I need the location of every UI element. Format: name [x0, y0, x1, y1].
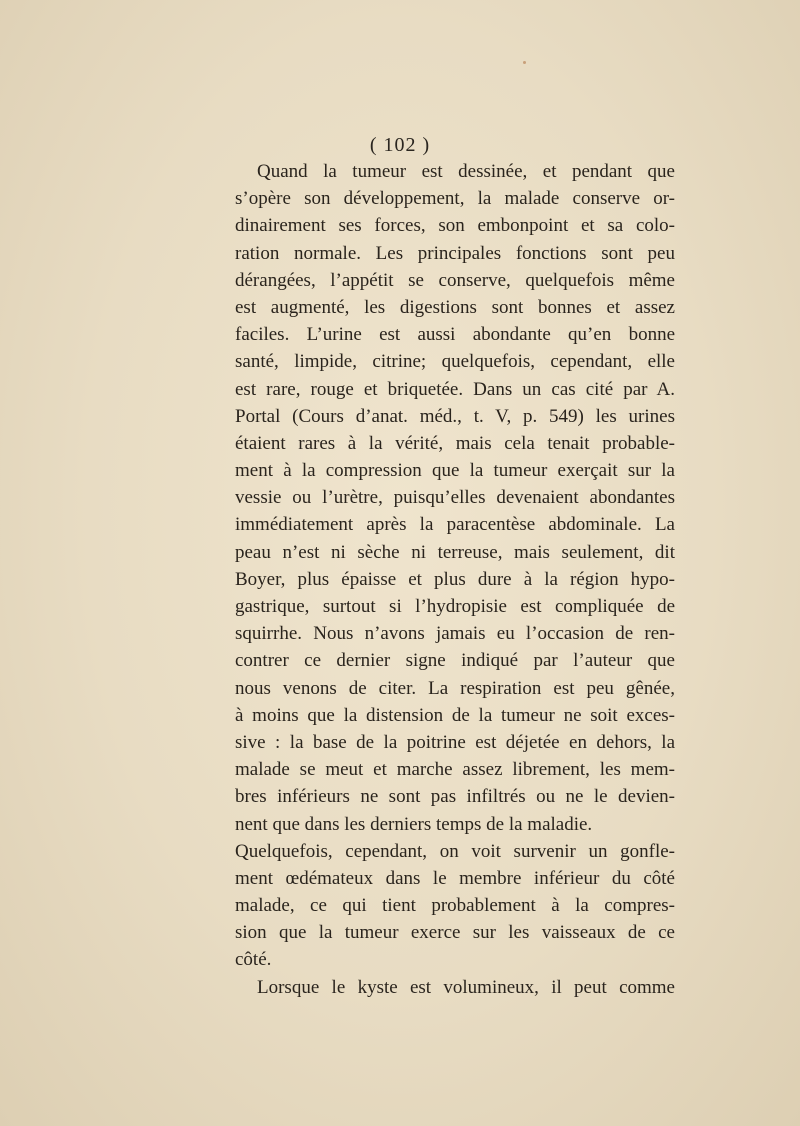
text-line: sive : la base de la poitrine est déjetée en dehors, la [235, 731, 675, 753]
text-line: côté. [235, 949, 272, 971]
text-line: Boyer, plus épaisse et plus dure à la région hypo- [235, 568, 675, 590]
text-line: nent que dans les derniers temps de la maladie. [235, 813, 593, 835]
text-line: Portal (Cours d’anat. méd., t. V, p. 549) les urines [235, 405, 675, 427]
text-line: Quand la tumeur est dessinée, et pendant que [257, 161, 675, 182]
text-line: ment à la compression que la tumeur exerçait sur la [235, 460, 675, 482]
page-number: ( 102 ) [369, 134, 431, 156]
text-line: Quelquefois, cependant, on voit survenir un gonfle- [235, 840, 675, 862]
text-line: bres inférieurs ne sont pas infiltrés ou ne le devien- [235, 786, 675, 808]
text-line: est augmenté, les digestions sont bonnes et assez [235, 296, 675, 318]
text-line: contrer ce dernier signe indiqué par l’auteur que [235, 650, 675, 672]
text-line: vessie ou l’urètre, puisqu’elles devenaient abondantes [235, 487, 675, 509]
text-line: ration normale. Les principales fonctions sont peu [235, 242, 675, 264]
text-line: s’opère son développement, la malade conserve or- [235, 188, 675, 210]
text-line: étaient rares à la vérité, mais cela tenait probable- [235, 432, 675, 454]
text-line: dinairement ses forces, son embonpoint et sa colo- [235, 215, 675, 237]
text-line: sion que la tumeur exerce sur les vaisseaux de ce [235, 922, 675, 944]
text-line: immédiatement après la paracentèse abdominale. La [235, 514, 675, 536]
text-line: peau n’est ni sèche ni terreuse, mais seulement, dit [235, 541, 675, 563]
paper-speck [523, 61, 526, 64]
text-line: ment œdémateux dans le membre inférieur du côté [235, 867, 675, 889]
text-line: à moins que la distension de la tumeur ne soit exces- [235, 704, 675, 726]
text-line: est rare, rouge et briquetée. Dans un cas cité par A. [235, 378, 675, 400]
body-text [235, 158, 675, 1001]
text-line: gastrique, surtout si l’hydropisie est compliquée de [235, 596, 675, 617]
text-line: Lorsque le kyste est volumineux, il peut comme [257, 976, 675, 998]
text-line: malade, ce qui tient probablement à la compres- [235, 895, 675, 917]
text-line: dérangées, l’appétit se conserve, quelquefois même [235, 269, 675, 291]
text-line: nous venons de citer. La respiration est peu gênée, [235, 677, 675, 699]
text-line: squirrhe. Nous n’avons jamais eu l’occasion de ren- [235, 623, 675, 645]
text-line: faciles. L’urine est aussi abondante qu’en bonne [235, 324, 675, 346]
text-line: malade se meut et marche assez librement, les mem- [235, 759, 675, 781]
text-line: santé, limpide, citrine; quelquefois, cependant, elle [235, 351, 675, 373]
